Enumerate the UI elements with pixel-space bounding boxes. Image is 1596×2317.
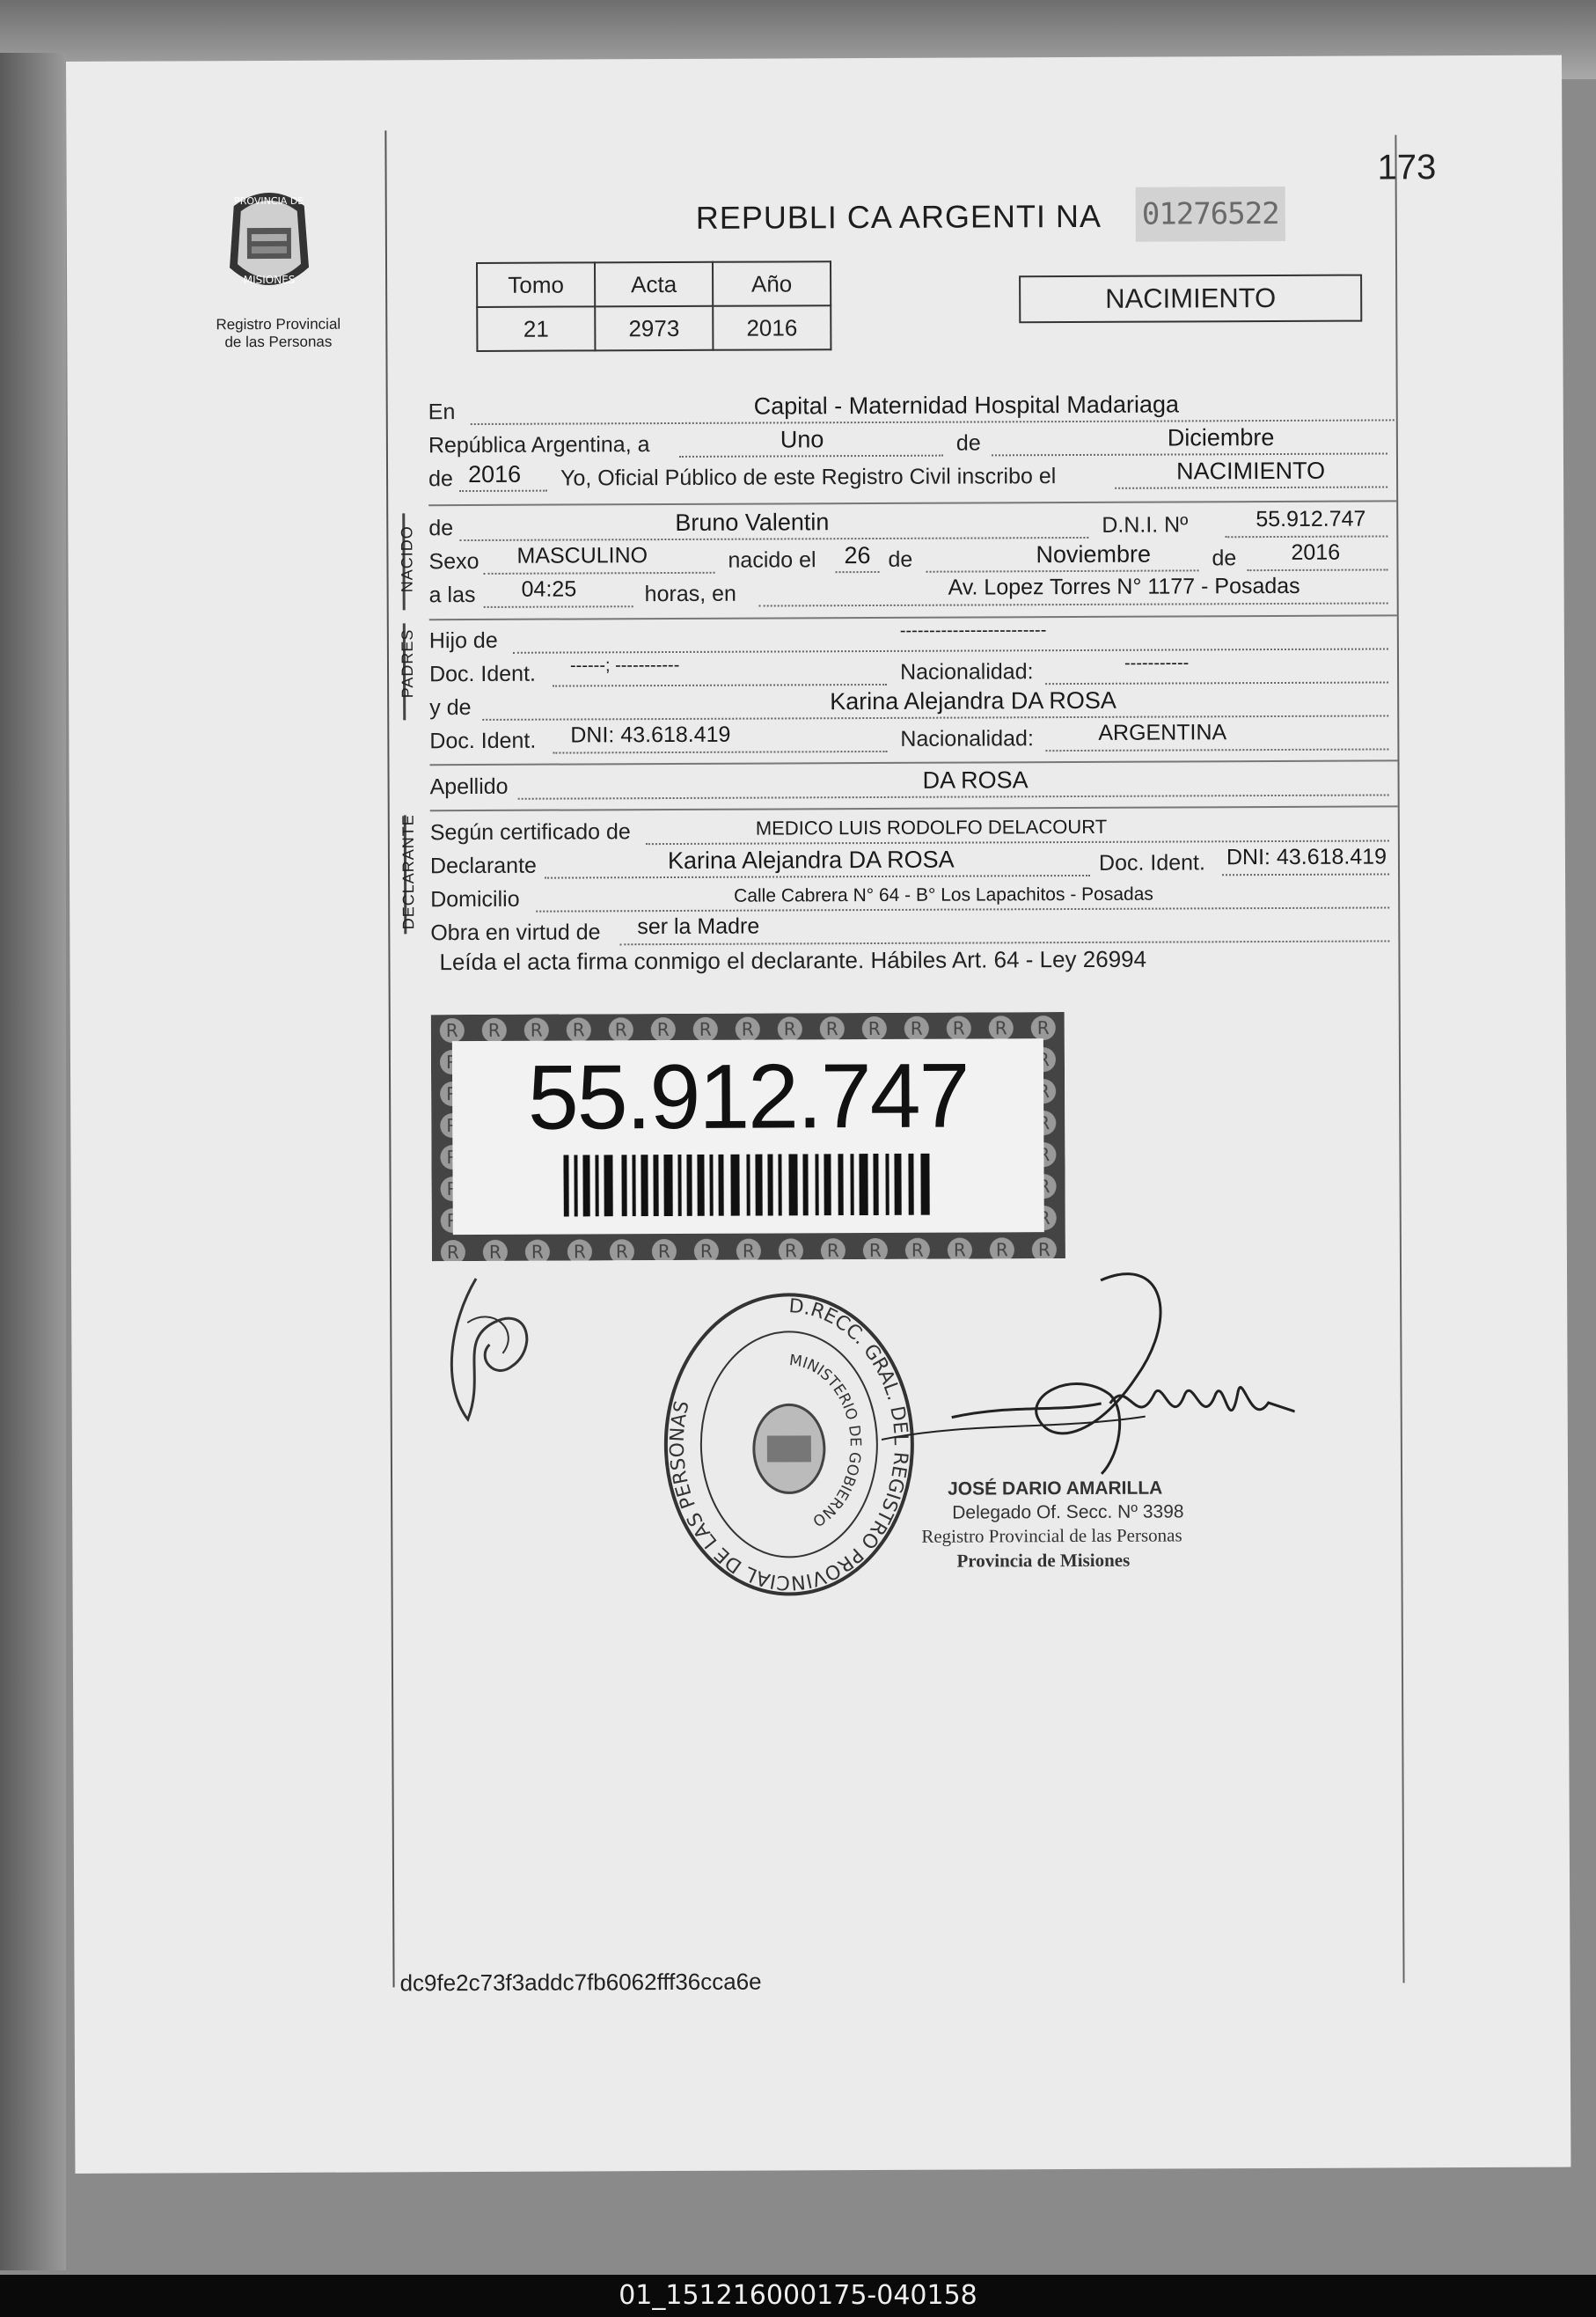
declarant-signature (441, 1270, 547, 1429)
child-dni-value: 55.912.747 (1256, 506, 1366, 532)
birth-place-value: Av. Lopez Torres N° 1177 - Posadas (948, 573, 1300, 600)
nacido-section-label: NACIDO (398, 525, 416, 593)
mother-name-value: Karina Alejandra DA ROSA (830, 686, 1116, 715)
row-nombre: de Bruno Valentin D.N.I. Nº 55.912.747 (428, 506, 1396, 542)
row-republica: República Argentina, a Uno de Diciembre (428, 423, 1396, 459)
mother-nationality-value: ARGENTINA (1098, 720, 1227, 745)
svg-text:MISIONES: MISIONES (243, 273, 296, 287)
row-doc-madre: Doc. Ident. DNI: 43.618.419 Nacionalidad: ARGENTINA (429, 719, 1397, 755)
declarant-name-value: Karina Alejandra DA ROSA (667, 846, 955, 875)
closing-statement: Leída el acta firma conmigo el declarante. Hábiles Art. 64 - Ley 26994 (439, 945, 1147, 976)
value-anio: 2016 (713, 305, 831, 350)
padres-section-label: PADRES (398, 628, 417, 699)
birth-day-value: 26 (844, 542, 871, 569)
father-doc-value: ------; ----------- (569, 655, 680, 676)
barcode-icon (563, 1154, 933, 1217)
row-declarante: Declarante Karina Alejandra DA ROSA Doc. Ident. DNI: 43.618.419 (430, 844, 1398, 880)
surname-value: DA ROSA (922, 766, 1029, 794)
sex-value: MASCULINO (516, 543, 648, 568)
father-nationality-value: ----------- (1124, 653, 1190, 673)
month-value: Diciembre (1167, 424, 1275, 451)
mother-doc-value: DNI: 43.618.419 (570, 722, 731, 748)
record-header-row (477, 261, 831, 307)
certificate-page (66, 55, 1570, 2174)
registry-name: Registro Provincial de las Personas (216, 315, 341, 351)
header-anio: Año (713, 261, 831, 306)
serial-number: 01276522 (1136, 187, 1285, 242)
place-value: Capital - Maternidad Hospital Madariaga (753, 391, 1180, 420)
row-anio: de 2016 Yo, Oficial Público de este Registro Civil inscribo el NACIMIENTO (428, 457, 1396, 493)
svg-text:PROVINCIA DE: PROVINCIA DE (234, 194, 304, 208)
row-hora: a las 04:25 horas, en Av. Lopez Torres N° 1177 - Posadas (429, 573, 1397, 609)
declarante-section-label: DECLARANTE (399, 814, 418, 930)
document-hash: dc9fe2c73f3addc7fb6062fff36cca6e (399, 1968, 762, 1997)
capacity-value: ser la Madre (637, 913, 760, 940)
birth-time-value: 04:25 (521, 576, 577, 602)
value-acta: 2973 (595, 306, 713, 351)
row-apellido: Apellido DA ROSA (430, 765, 1398, 801)
address-value: Calle Cabrera N° 64 - B° Los Lapachitos - Posadas (734, 884, 1153, 906)
birth-year-value: 2016 (1291, 539, 1341, 565)
svg-text:D.RECC. GRAL. DEL REGISTRO PRO: D.RECC. GRAL. DEL REGISTRO PROVINCIAL DE LAS PERSONAS (666, 1295, 911, 1594)
row-certificado: Según certificado de MEDICO LUIS RODOLFO DELACOURT (430, 810, 1398, 847)
row-hijo: Hijo de ------------------------- (429, 619, 1397, 655)
background-left (0, 53, 66, 2270)
father-value: ------------------------- (899, 620, 1047, 641)
record-table (476, 260, 831, 352)
row-madre: y de Karina Alejandra DA ROSA (429, 686, 1397, 722)
day-value: Uno (780, 426, 824, 453)
birth-month-value: Noviembre (1036, 540, 1152, 568)
official-role: Delegado Of. Secc. Nº 3398 (952, 1501, 1184, 1523)
registered-type-value: NACIMIENTO (1175, 457, 1326, 485)
row-doc-padre: Doc. Ident. ------; ----------- Nacionalidad: ----------- (429, 652, 1397, 688)
footer-id: 01_151216000175-040158 (0, 2275, 1596, 2317)
document-title: REPUBLI CA ARGENTI NA (695, 197, 1102, 236)
row-obra: Obra en virtud de ser la Madre (430, 911, 1398, 947)
right-margin-line (1395, 135, 1404, 1983)
row-domicilio: Domicilio Calle Cabrera N° 64 - B° Los Lapachitos - Posadas (430, 877, 1398, 913)
row-sexo: Sexo MASCULINO nacido el 26 de Noviembre de 2016 (428, 539, 1396, 576)
document-type-box: NACIMIENTO (1019, 275, 1362, 324)
header-tomo: Tomo (477, 262, 595, 307)
sticker-dni-number: 55.912.747 (527, 1045, 969, 1149)
svg-text:MINISTERIO DE GOBIERNO: MINISTERIO DE GOBIERNO (787, 1352, 864, 1530)
dni-sticker (431, 1012, 1065, 1261)
official-signature (881, 1262, 1295, 1492)
child-name-value: Bruno Valentin (675, 509, 830, 536)
header-acta: Acta (595, 262, 713, 307)
row-en: En Capital - Maternidad Hospital Madariaga (428, 390, 1396, 426)
record-value-row (477, 305, 831, 351)
year-value: 2016 (467, 460, 522, 488)
official-office: Registro Provincial de las Personas (921, 1524, 1182, 1547)
official-name: JOSÉ DARIO AMARILLA (948, 1477, 1163, 1499)
left-margin-line (384, 130, 394, 1987)
page-number: 173 (1377, 148, 1437, 187)
certificate-value: MEDICO LUIS RODOLFO DELACOURT (755, 815, 1108, 840)
official-province: Provincia de Misiones (956, 1549, 1131, 1572)
value-tomo: 21 (477, 306, 595, 351)
misiones-seal-icon (216, 180, 323, 304)
declarant-doc-value: DNI: 43.618.419 (1226, 844, 1387, 870)
